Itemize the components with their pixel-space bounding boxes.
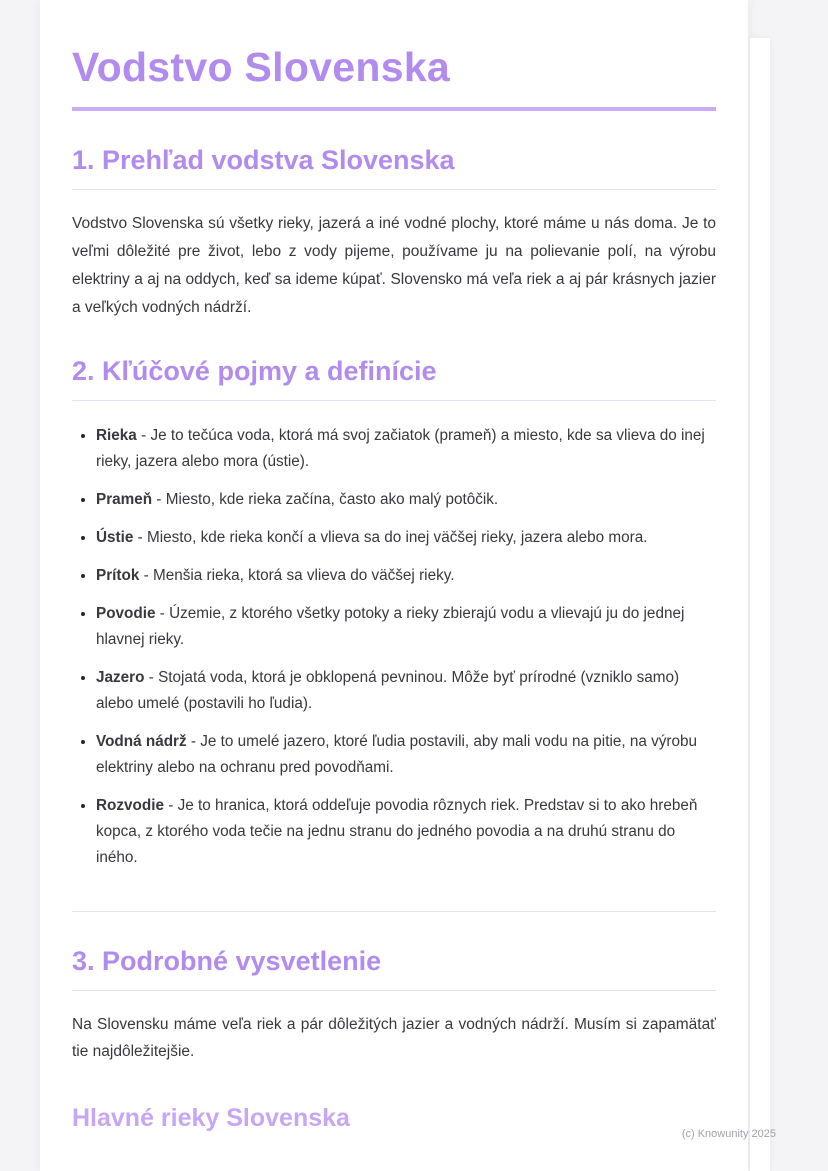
definition-separator: - — [155, 604, 170, 622]
document-content — [40, 0, 748, 1133]
list-item — [96, 525, 716, 551]
definition-separator: - — [186, 732, 201, 750]
page-title: Vodstvo Slovenska — [72, 44, 451, 90]
definition-text: Územie, z ktorého všetky potoky a rieky zbierajú vodu a vlievajú ju do jednej hlavnej rieky. — [96, 604, 685, 648]
definition-text: Je to umelé jazero, ktoré ľudia postavili, aby mali vodu na pitie, na výrobu elektriny alebo na ochranu pred povodňami. — [96, 732, 698, 776]
list-item — [96, 793, 716, 871]
definition-term: Ústie — [96, 528, 134, 546]
definition-separator: - — [164, 796, 178, 814]
definition-term: Rozvodie — [96, 796, 164, 814]
definition-separator: - — [133, 528, 148, 546]
definition-text: Miesto, kde rieka končí a vlieva sa do inej väčšej rieky, jazera alebo mora. — [147, 528, 648, 546]
definition-term: Rieka — [96, 426, 137, 444]
definition-term: Vodná nádrž — [96, 732, 187, 750]
definition-text: Je to tečúca voda, ktorá má svoj začiatok (prameň) a miesto, kde sa vlieva do inej rieky, jazera alebo mora (ústie). — [96, 426, 705, 470]
detail-paragraph: Na Slovensku máme veľa riek a pár dôležitých jazier a vodných nádrží. Musím si zapamätať tie najdôležitejšie. — [72, 1015, 716, 1061]
section-heading-detail: 3. Podrobné vysvetlenie — [72, 946, 716, 991]
section-heading-overview: 1. Prehľad vodstva Slovenska — [72, 145, 716, 190]
definition-term: Prameň — [96, 490, 153, 508]
definition-separator: - — [139, 566, 153, 584]
definition-term: Jazero — [96, 668, 145, 686]
list-item — [96, 423, 716, 475]
list-item — [96, 665, 716, 717]
definition-text: Stojatá voda, ktorá je obklopená pevninou. Môže byť prírodné (vzniklo samo) alebo umelé (postavili ho ľudia). — [96, 668, 680, 712]
subsection-heading-main-rivers: Hlavné rieky Slovenska — [72, 1104, 350, 1133]
list-item — [96, 729, 716, 781]
definition-separator: - — [136, 426, 151, 444]
definition-term: Povodie — [96, 604, 156, 622]
section-heading-definitions: 2. Kľúčové pojmy a definície — [72, 356, 716, 401]
definition-text: Je to hranica, ktorá oddeľuje povodia rôznych riek. Predstav si to ako hrebeň kopca, z ktorého voda tečie na jednu stranu do jedného povodia a na druhú stranu do iného. — [96, 796, 698, 866]
definitions-list — [72, 423, 716, 871]
definition-text: Miesto, kde rieka začína, často ako malý potôčik. — [165, 490, 499, 508]
document-page — [40, 0, 748, 1171]
footer-credit: (c) Knowunity 2025 — [681, 1128, 776, 1140]
title-underline-rule — [72, 107, 716, 111]
definition-text: Menšia rieka, ktorá sa vlieva do väčšej rieky. — [152, 566, 455, 584]
definition-separator: - — [152, 490, 166, 508]
overview-paragraph: Vodstvo Slovenska sú všetky rieky, jazerá a iné vodné plochy, ktoré máme u nás doma. Je to veľmi dôležité pre život, lebo z vody pijeme, používame ju na polievanie polí, na výrobu elektriny a aj na oddych, keď sa ideme kúpať. Slovensko má veľa riek a aj pár krásnych jazier a veľkých vodných nádrží. — [72, 215, 716, 316]
list-item — [96, 487, 716, 513]
definition-separator: - — [144, 668, 159, 686]
definition-term: Prítok — [96, 566, 140, 584]
list-item — [96, 601, 716, 653]
section-divider — [72, 911, 716, 912]
next-page-edge — [750, 38, 770, 1171]
list-item — [96, 563, 716, 589]
